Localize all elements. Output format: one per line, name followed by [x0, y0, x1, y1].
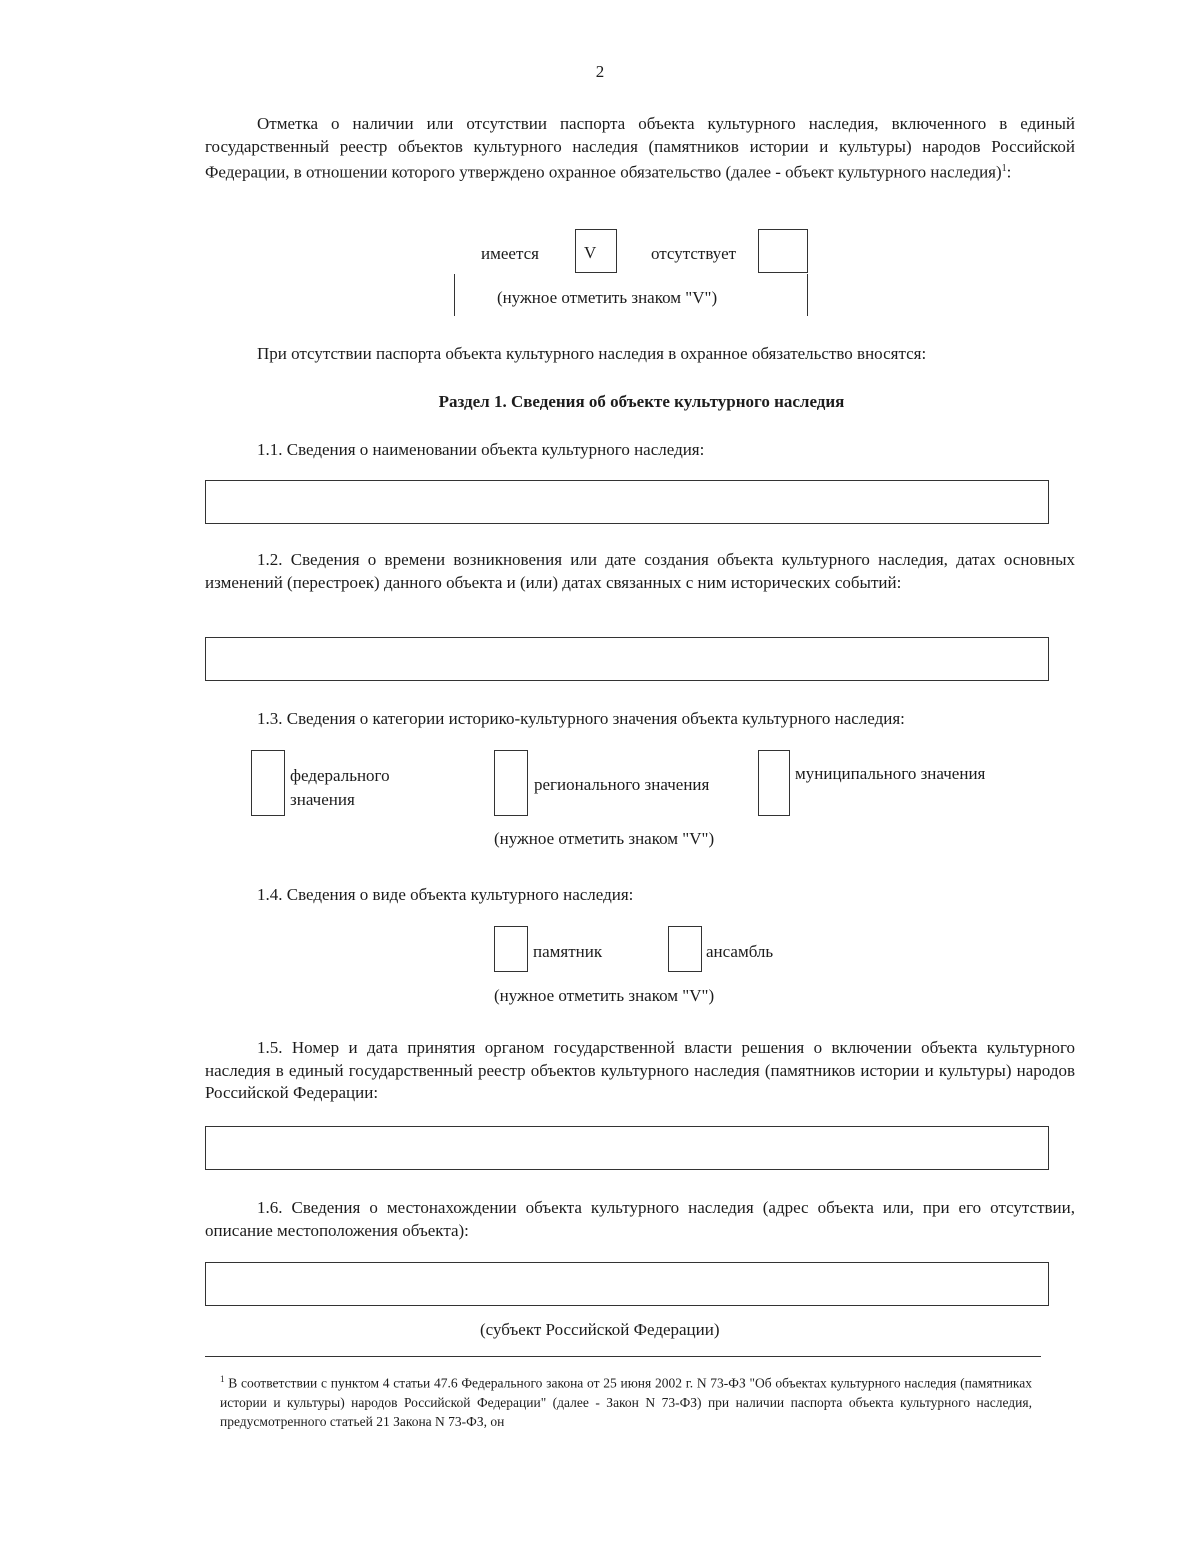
s1-5-label: 1.5. Номер и дата принятия органом государственной власти решения о включении объекта культурного наследия в единый государственный реестр объектов культурного наследия (памятников истории и культуры) народов Российской Федерации:: [205, 1038, 1075, 1102]
footnote-text: В соответствии с пунктом 4 статьи 47.6 Федерального закона от 25 июня 2002 г. N 73-ФЗ "Об объектах культурного наследия (памятниках истории и культуры) народов Российской Федерации" (далее - Закон N 73-ФЗ) при наличии паспорта объекта культурного наследия, предусмотренного статьей 21 Закона N 73-ФЗ, он: [220, 1375, 1033, 1429]
s1-3-label: 1.3. Сведения о категории историко-культурного значения объекта культурного наследия:: [257, 709, 905, 728]
s1-2-label: 1.2. Сведения о времени возникновения или дате создания объекта культурного наследия, датах основных изменений (перестроек) данного объекта и (или) датах связанных с ним исторических событий:: [205, 550, 1075, 592]
type-ensemble-checkbox[interactable]: [668, 926, 702, 972]
passport-absent-label: отсутствует: [651, 244, 737, 263]
footnote-ref: 1: [1001, 163, 1007, 174]
s1-6-location-field[interactable]: [205, 1262, 1049, 1306]
s1-6-sublabel: (субъект Российской Федерации): [480, 1320, 720, 1339]
type-monument-label: памятник: [533, 942, 603, 961]
s1-1-name-field[interactable]: [205, 480, 1049, 524]
s1-2-dates-field[interactable]: [205, 637, 1049, 681]
s1-4-hint: (нужное отметить знаком "V"): [494, 986, 715, 1005]
passport-has-label: имеется: [481, 244, 539, 263]
category-municipal-label: муниципального значения: [795, 764, 986, 783]
type-monument-checkbox[interactable]: [494, 926, 528, 972]
footnote: [220, 1370, 1032, 1431]
passport-has-checkbox[interactable]: [575, 229, 617, 273]
passport-hint: (нужное отметить знаком "V"): [497, 288, 718, 307]
s1-1-label: 1.1. Сведения о наименовании объекта культурного наследия:: [257, 440, 705, 459]
page-number: 2: [595, 62, 605, 81]
intro-text: Отметка о наличии или отсутствии паспорта объекта культурного наследия, включенного в единый государственный реестр объектов культурного наследия (памятников истории и культуры) народов Российской Федерации, в отношении которого утверждено охранное обязательство (далее - объект культурного наследия): [205, 114, 1075, 182]
category-regional-label: регионального значения: [534, 775, 710, 794]
category-federal-checkbox[interactable]: [251, 750, 285, 816]
category-municipal-checkbox[interactable]: [758, 750, 790, 816]
category-regional-checkbox[interactable]: [494, 750, 528, 816]
s1-6-label: 1.6. Сведения о местонахождении объекта культурного наследия (адрес объекта или, при его отсутствии, описание местоположения объекта):: [205, 1198, 1075, 1240]
absence-note: При отсутствии паспорта объекта культурного наследия в охранное обязательство вносятся:: [257, 344, 927, 363]
category-federal-line2: значения: [290, 790, 355, 809]
intro-colon: :: [1006, 162, 1012, 182]
footnote-separator: [205, 1356, 1041, 1357]
intro-paragraph: [205, 113, 1075, 184]
passport-absent-checkbox[interactable]: [758, 229, 808, 273]
passport-has-value: V: [584, 243, 597, 262]
section-title: Раздел 1. Сведения об объекте культурного наследия: [438, 392, 845, 411]
category-federal-label: [290, 764, 390, 812]
footnote-mark: 1: [220, 1374, 225, 1384]
passport-frame-right: [807, 274, 808, 316]
s1-5-registry-field[interactable]: [205, 1126, 1049, 1170]
category-federal-line1: федерального: [290, 766, 390, 785]
type-ensemble-label: ансамбль: [706, 942, 774, 961]
passport-frame-left: [454, 274, 455, 316]
s1-4-label: 1.4. Сведения о виде объекта культурного наследия:: [257, 885, 634, 904]
s1-3-hint: (нужное отметить знаком "V"): [494, 829, 715, 848]
